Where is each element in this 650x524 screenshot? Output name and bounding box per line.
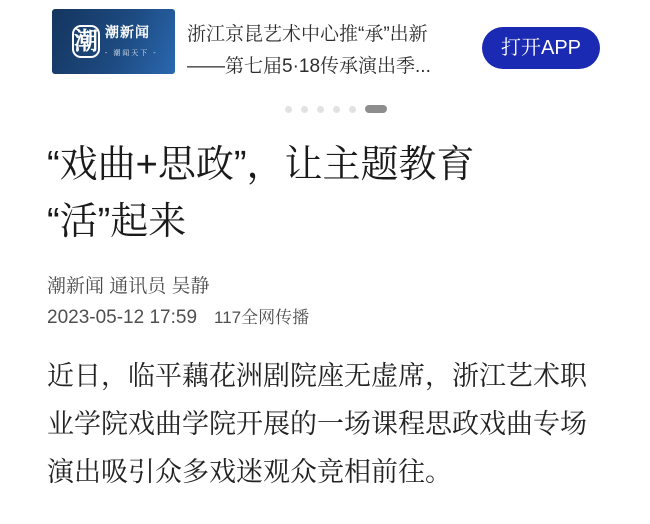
article-body [0, 137, 650, 496]
article-title [47, 137, 605, 251]
carousel-dot [317, 106, 324, 113]
spread-count: 117全网传播 [214, 308, 310, 327]
open-app-button[interactable]: 打开APP [482, 27, 600, 69]
carousel-dot [333, 106, 340, 113]
chao-news-logo[interactable] [52, 9, 175, 74]
article-paragraph: 近日，临平藕花洲剧院座无虚席，浙江艺术职业学院戏曲学院开展的一场课程思政戏曲专场演出吸引众多戏迷观众竞相前往。 [47, 361, 587, 487]
logo-text [105, 24, 175, 60]
logo-slogan: - 潮闻天下 - [105, 49, 158, 57]
article-byline: 潮新闻 通讯员 吴静 [47, 276, 210, 297]
logo-brand-name: 潮新闻 [105, 23, 150, 40]
carousel-dots [0, 105, 650, 113]
carousel-dot [301, 106, 308, 113]
headline-line-1: 浙江京昆艺术中心推“承”出新 [187, 24, 428, 45]
article-meta [47, 305, 605, 331]
carousel-dot [285, 106, 292, 113]
carousel-active-dot [365, 105, 387, 113]
app-banner [0, 0, 650, 88]
publish-date: 2023-05-12 17:59 [47, 307, 198, 328]
related-article-headline[interactable] [187, 19, 431, 83]
carousel-dot [349, 106, 356, 113]
article-title-line-1: “戏曲+思政”，让主题教育 [47, 144, 475, 186]
article-title-line-2: “活”起来 [47, 201, 187, 243]
headline-line-2: ——第七届5·18传承演出季... [187, 56, 431, 77]
chao-character-icon: 潮 [72, 25, 100, 58]
